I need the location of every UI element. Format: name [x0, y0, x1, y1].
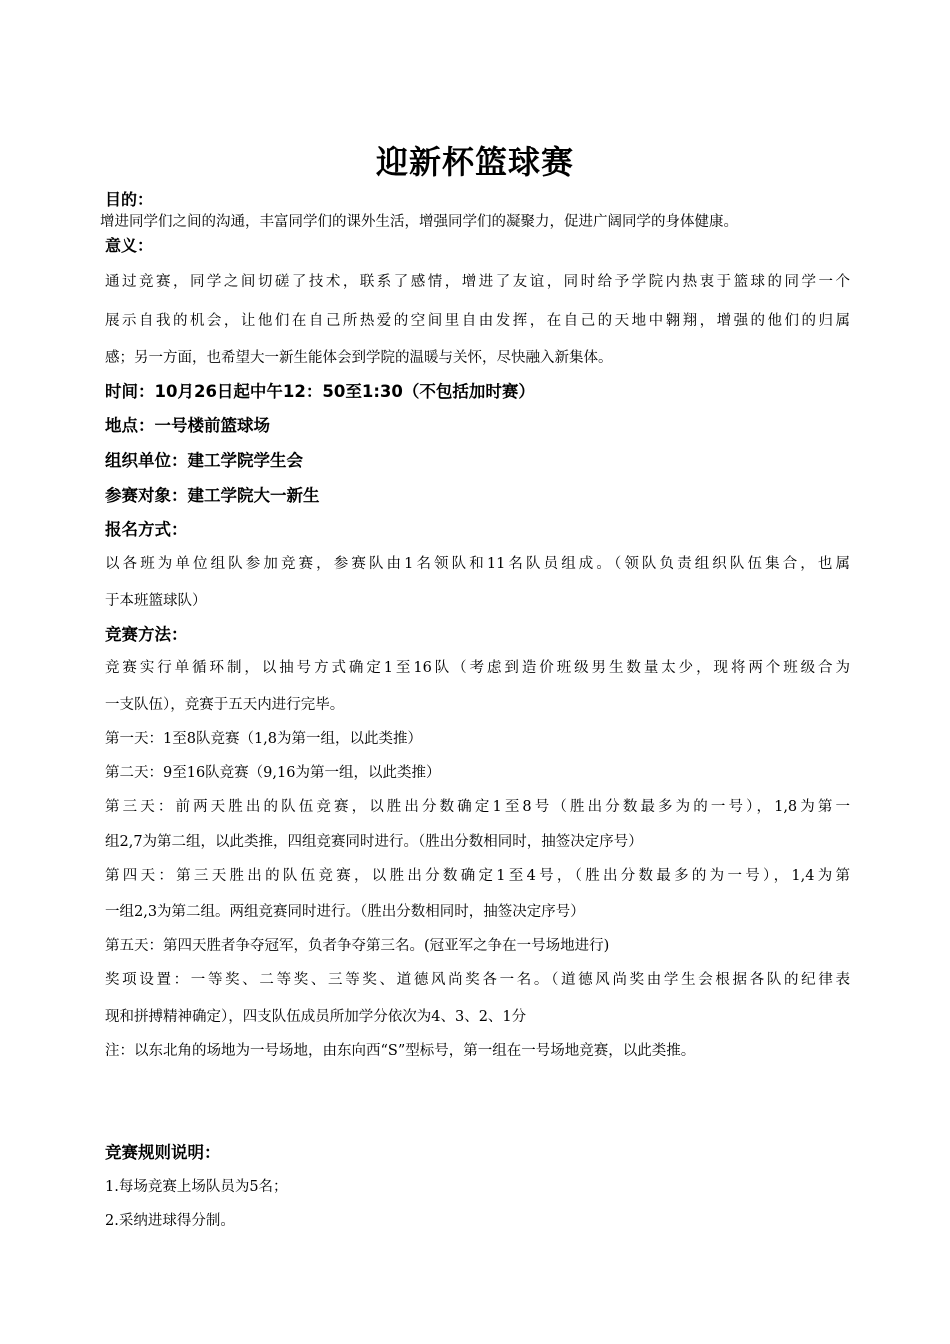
- method-line: 竞赛实行单循环制，以抽号方式确定1至16队（考虑到造价班级男生数量太少，现将两个班级合为: [105, 660, 850, 676]
- event-organizer: 组织单位：建工学院学生会: [105, 451, 303, 470]
- meaning-line: 感；另一方面，也希望大一新生能体会到学院的温暖与关怀，尽快融入新集体。: [105, 350, 613, 366]
- rules-line: 1.每场竞赛上场队员为5名；: [105, 1179, 288, 1195]
- purpose-heading: 目的：: [105, 190, 154, 209]
- method-line: 奖项设置：一等奖、二等奖、三等奖、道德风尚奖各一名。（道德风尚奖由学生会根据各队的纪律表: [105, 972, 850, 988]
- method-line: 现和拼搏精神确定），四支队伍成员所加学分依次为4、3、2、1分: [105, 1009, 527, 1025]
- method-line: 一组2,3为第二组。两组竞赛同时进行。（胜出分数相同时，抽签决定序号）: [105, 904, 585, 920]
- method-line: 第三天：前两天胜出的队伍竞赛，以胜出分数确定1至8号（胜出分数最多为的一号），1,8为第一: [105, 799, 850, 815]
- method-line: 组2,7为第二组，以此类推，四组竞赛同时进行。（胜出分数相同时，抽签决定序号）: [105, 834, 643, 850]
- meaning-line: 展示自我的机会，让他们在自己所热爱的空间里自由发挥，在自己的天地中翱翔，增强的他们的归属: [105, 313, 850, 329]
- event-participants: 参赛对象：建工学院大一新生: [105, 486, 320, 505]
- method-line: 第一天：1至8队竞赛（1,8为第一组，以此类推）: [105, 731, 423, 747]
- registration-line: 以各班为单位组队参加竞赛，参赛队由1名领队和11名队员组成。（领队负责组织队伍集合，也属: [105, 556, 850, 572]
- meaning-line: 通过竞赛，同学之间切磋了技术，联系了感情，增进了友谊，同时给予学院内热衷于篮球的同学一个: [105, 274, 850, 290]
- rules-heading: 竞赛规则说明：: [105, 1143, 221, 1162]
- purpose-text: 增进同学们之间的沟通，丰富同学们的课外生活，增强同学们的凝聚力，促进广阔同学的身体健康。: [100, 214, 738, 230]
- rules-line: 2.采纳进球得分制。: [105, 1213, 235, 1229]
- event-place: 地点：一号楼前篮球场: [105, 416, 270, 435]
- registration-line: 于本班篮球队）: [105, 593, 207, 609]
- method-line: 第五天：第四天胜者争夺冠军，负者争夺第三名。(冠亚军之争在一号场地进行): [105, 938, 610, 954]
- registration-heading: 报名方式：: [105, 520, 188, 539]
- method-note: 注：以东北角的场地为一号场地，由东向西“S”型标号，第一组在一号场地竞赛，以此类推。: [105, 1043, 696, 1059]
- method-line: 第二天：9至16队竞赛（9,16为第一组，以此类推）: [105, 765, 441, 781]
- method-heading: 竞赛方法：: [105, 625, 188, 644]
- page-title: 迎新杯篮球赛: [375, 143, 574, 181]
- event-time: 时间：10月26日起中午12：50至1:30（不包括加时赛）: [105, 382, 535, 401]
- meaning-heading: 意义：: [105, 236, 154, 255]
- method-line: 一支队伍），竞赛于五天内进行完毕。: [105, 697, 345, 713]
- method-line: 第四天：第三天胜出的队伍竞赛，以胜出分数确定1至4号，（胜出分数最多的为一号），1,4为第: [105, 868, 850, 884]
